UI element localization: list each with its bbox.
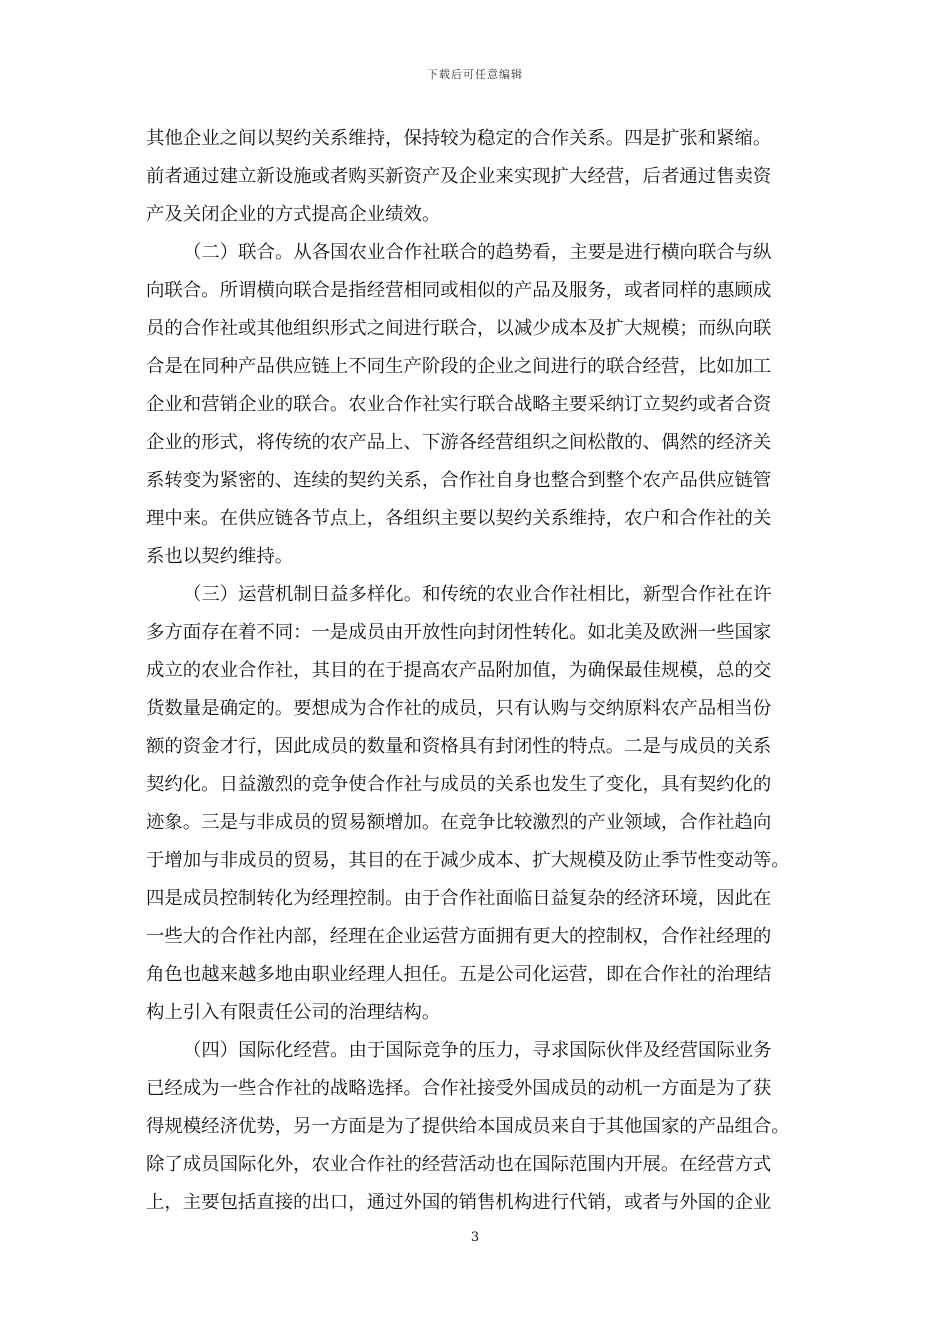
text-line: 多方面存在着不同：一是成员由开放性向封闭性转化。如北美及欧洲一些国家 bbox=[146, 622, 772, 643]
text-line: 额的资金才行，因此成员的数量和资格具有封闭性的特点。二是与成员的关系 bbox=[146, 736, 772, 757]
text-line: 前者通过建立新设施或者购买新资产及企业来实现扩大经营，后者通过售卖资 bbox=[146, 166, 772, 187]
text-line: 理中来。在供应链各节点上，各组织主要以契约关系维持，农户和合作社的关 bbox=[146, 508, 772, 529]
text-line: 系也以契约维持。 bbox=[146, 546, 294, 567]
document-body bbox=[146, 120, 806, 1222]
text-line: 构上引入有限责任公司的治理结构。 bbox=[146, 1002, 441, 1023]
text-line: 员的合作社或其他组织形式之间进行联合，以减少成本及扩大规模；而纵向联 bbox=[146, 318, 772, 339]
text-line: 迹象。三是与非成员的贸易额增加。在竞争比较激烈的产业领域，合作社趋向 bbox=[146, 812, 772, 833]
text-line: 系转变为紧密的、连续的契约关系，合作社自身也整合到整个农产品供应链管 bbox=[146, 470, 772, 491]
text-line: 合是在同种产品供应链上不同生产阶段的企业之间进行的联合经营，比如加工 bbox=[146, 356, 772, 377]
page-number: 3 bbox=[470, 1230, 480, 1245]
section-3-first-line: （三）运营机制日益多样化。和传统的农业合作社相比，新型合作社在许 bbox=[183, 584, 772, 605]
text-line: 产及关闭企业的方式提高企业绩效。 bbox=[146, 204, 441, 225]
text-line: 已经成为一些合作社的战略选择。合作社接受外国成员的动机一方面是为了获 bbox=[146, 1078, 772, 1099]
text-line: 于增加与非成员的贸易，其目的在于减少成本、扩大规模及防止季节性变动等。 bbox=[146, 850, 790, 871]
text-line: 一些大的合作社内部，经理在企业运营方面拥有更大的控制权，合作社经理的 bbox=[146, 926, 772, 947]
text-line: 货数量是确定的。要想成为合作社的成员，只有认购与交纳原料农产品相当份 bbox=[146, 698, 772, 719]
text-line: 得规模经济优势，另一方面是为了提供给本国成员来自于其他国家的产品组合。 bbox=[146, 1116, 790, 1137]
text-line: 四是成员控制转化为经理控制。由于合作社面临日益复杂的经济环境，因此在 bbox=[146, 888, 772, 909]
text-line: 除了成员国际化外，农业合作社的经营活动也在国际范围内开展。在经营方式 bbox=[146, 1154, 772, 1175]
text-line: 契约化。日益激烈的竞争使合作社与成员的关系也发生了变化，具有契约化的 bbox=[146, 774, 772, 795]
text-line: 向联合。所谓横向联合是指经营相同或相似的产品及服务，或者同样的惠顾成 bbox=[146, 280, 772, 301]
text-line: 企业的形式，将传统的农产品上、下游各经营组织之间松散的、偶然的经济关 bbox=[146, 432, 772, 453]
page-header: 下载后可任意编辑 bbox=[427, 68, 523, 81]
text-line: 其他企业之间以契约关系维持，保持较为稳定的合作关系。四是扩张和紧缩。 bbox=[146, 128, 772, 149]
section-2-first-line: （二）联合。从各国农业合作社联合的趋势看，主要是进行横向联合与纵 bbox=[183, 242, 772, 263]
text-line: 企业和营销企业的联合。农业合作社实行联合战略主要采纳订立契约或者合资 bbox=[146, 394, 772, 415]
section-4-first-line: （四）国际化经营。由于国际竞争的压力，寻求国际伙伴及经营国际业务 bbox=[183, 1040, 772, 1061]
text-line: 上，主要包括直接的出口，通过外国的销售机构进行代销，或者与外国的企业 bbox=[146, 1192, 772, 1213]
text-line: 成立的农业合作社，其目的在于提高农产品附加值，为确保最佳规模，总的交 bbox=[146, 660, 772, 681]
text-line: 角色也越来越多地由职业经理人担任。五是公司化运营，即在合作社的治理结 bbox=[146, 964, 772, 985]
